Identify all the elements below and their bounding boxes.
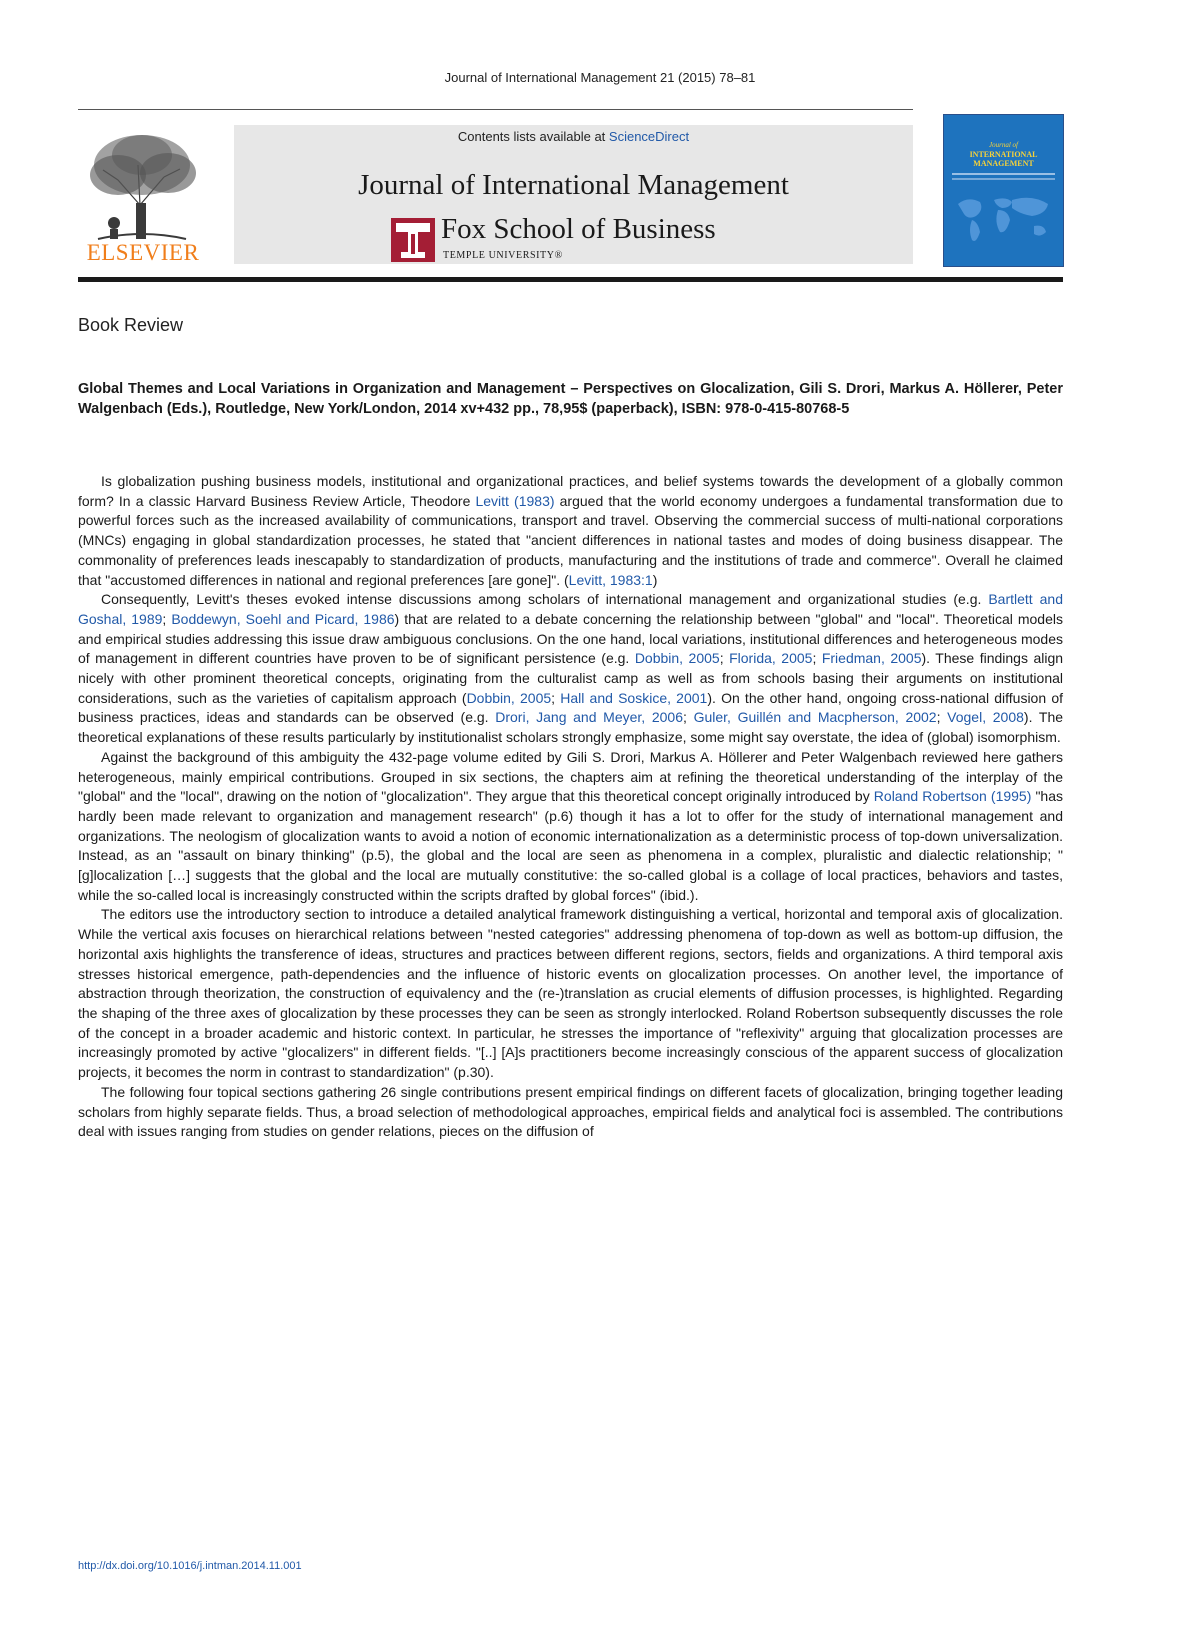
reference-link[interactable]: Levitt (1983) (475, 492, 555, 509)
reference-link[interactable]: Bartlett and Goshal, 1989 (78, 591, 1063, 627)
review-title: Global Themes and Local Variations in Organization and Management – Perspectives on Glocalization, Gili S. Drori, Markus A. Höllerer, Peter Walgenbach (Eds.), Routledge, New York/London, 2014 xv+432 pp., 78,95$ (paperback), ISBN: 978-0-415-80768-5 (78, 381, 1063, 417)
journal-citation: Journal of International Management 21 (2015) 78–81 (444, 70, 756, 85)
reference-link[interactable]: Dobbin, 2005 (634, 650, 720, 667)
temple-t-logo (391, 218, 435, 262)
cover-title-line2: INTERNATIONAL (969, 150, 1038, 159)
university-name: TEMPLE UNIVERSITY® (443, 250, 563, 261)
world-map-graphic (950, 190, 1057, 250)
contents-availability (234, 129, 913, 144)
reference-link[interactable]: Florida, 2005 (729, 650, 813, 667)
school-name: Fox School of Business (441, 213, 716, 245)
reference-link[interactable]: Levitt, 1983:1 (568, 571, 653, 588)
reference-link[interactable]: Boddewyn, Soehl and Picard, 1986 (171, 610, 395, 627)
sciencedirect-link[interactable]: ScienceDirect (608, 129, 690, 144)
elsevier-wordmark: ELSEVIER (86, 240, 200, 265)
reference-link[interactable]: Dobbin, 2005 (466, 689, 552, 706)
journal-masthead (234, 125, 913, 264)
paragraph-4: The editors use the introductory section to introduce a detailed analytical framework distinguishing a vertical, horizontal and temporal axis of glocalization. While the vertical axis focuses on hierarchical relations between "nested categories" addressing phenomena of top-down as well as bottom-up diffusion, the horizontal axis highlights the transference of ideas, structures and practices between different regions, sectors, fields and organizations. A third temporal axis stresses historical emergence, path-dependencies and the influence of historic events on glocalization processes. On another level, the importance of abstraction through theorization, the construction of equivalency and the (re-)translation as crucial elements of diffusion processes, is highlighted. Regarding the shaping of the three axes of glocalization by these processes they can be seen as strongly interlocked. Roland Robertson subsequently discusses the role of the concept in a broader academic and historic context. In particular, he stresses the importance of "reflexivity" arguing that glocalization processes are increasingly promoted by active "glocalizers" in different fields. "[..] [A]s practitioners become increasingly conscious of the apparent success of glocalization projects, it becomes the norm in contrast to standardization" (p.30). (78, 906, 1063, 1081)
reference-link[interactable]: Vogel, 2008 (947, 709, 1024, 726)
article-body (78, 472, 1063, 1142)
journal-cover-thumbnail (943, 114, 1064, 267)
reference-link[interactable]: Hall and Soskice, 2001 (560, 689, 708, 706)
reference-link[interactable]: Guler, Guillén and Macpherson, 2002 (693, 709, 937, 726)
journal-title: Journal of International Management (358, 169, 789, 201)
article-section-label: Book Review (78, 315, 184, 335)
masthead-rule (78, 277, 1063, 282)
cover-title-line3: MANAGEMENT (973, 159, 1034, 168)
paragraph-2: Consequently, Levitt's theses evoked intense discussions among scholars of international management and organizational studies (e.g. Bartlett and Goshal, 1989; Boddewyn, Soehl and Picard, 1986) that are related to a debate concerning the relationship between "global" and "local". Theoretical models and empirical studies addressing this issue draw ambiguous conclusions. On the one hand, local variations, institutional differences and heterogeneous modes of management in different countries have proven to be of significant persistence (e.g. Dobbin, 2005; Florida, 2005; Friedman, 2005). These findings align nicely with other prominent theoretical concepts, originating from the culturalist camp as well as from schools basing their arguments on institutional considerations, such as the varieties of capitalism approach (Dobbin, 2005; Hall and Soskice, 2001). On the other hand, ongoing cross-national diffusion of business practices, ideas and standards can be observed (e.g. Drori, Jang and Meyer, 2006; Guler, Guillén and Macpherson, 2002; Vogel, 2008). The theoretical explanations of these results particularly by institutionalist scholars strongly emphasize, some might say overstate, the idea of (global) isomorphism. (78, 591, 1064, 746)
header-rule (78, 109, 913, 110)
contents-prefix: Contents lists available at (457, 129, 609, 144)
paragraph-5: The following four topical sections gathering 26 single contributions present empirical findings on different facets of glocalization, bringing together leading scholars from highly separate fields. Thus, a broad selection of methodological approaches, empirical fields and analytical foci is assembled. The contributions deal with issues ranging from studies on gender relations, pieces on the diffusion of (78, 1083, 1063, 1140)
paragraph-1: Is globalization pushing business models, institutional and organizational practices, and belief systems towards the development of a globally common form? In a classic Harvard Business Review Article, Theodore Levitt (1983) argued that the world economy undergoes a fundamental transformation due to powerful forces such as the increased availability of communications, transport and travel. Observing the commercial success of multi-national corporations (MNCs) engaging in global standardization processes, he stated that "ancient differences in national tastes and modes of doing business disappear. The commonality of preferences leads inescapably to standardization of products, manufacturing and the institutions of trade and commerce". Overall he claimed that "accustomed differences in national and regional preferences [are gone]". (Levitt, 1983:1) (78, 473, 1063, 588)
cover-title-line1: Journal of (989, 141, 1018, 149)
reference-link[interactable]: Friedman, 2005 (821, 650, 922, 667)
reference-link[interactable]: Drori, Jang and Meyer, 2006 (495, 709, 683, 726)
paragraph-3: Against the background of this ambiguity the 432-page volume edited by Gili S. Drori, Markus A. Höllerer and Peter Walgenbach reviewed here gathers heterogeneous, mainly empirical contributions. Grouped in six sections, the chapters aim at refining the theoretical understanding of the interplay of the "global" and the "local", drawing on the notion of "glocalization". They argue that this theoretical concept originally introduced by Roland Robertson (1995) "has hardly been made relevant to organization and management research" (p.6) though it has a lot to offer for the study of international management and organizations. The neologism of glocalization wants to avoid a notion of economic internationalization as a deterministic process of top-down universalization. Instead, as an "assault on binary thinking" (p.5), the global and the local are seen as phenomena in a complex, pluralistic and dialectic relationship; "[g]localization […] suggests that the global and the local are mutually constitutive: the so-called global is a collage of local practices, behaviors and tastes, while the so-called local is increasingly constructed within the scripts drafted by global forces" (ibid.). (78, 748, 1063, 903)
doi-link[interactable]: http://dx.doi.org/10.1016/j.intman.2014.11.001 (78, 1560, 302, 1572)
reference-link[interactable]: Roland Robertson (1995) (873, 788, 1032, 805)
